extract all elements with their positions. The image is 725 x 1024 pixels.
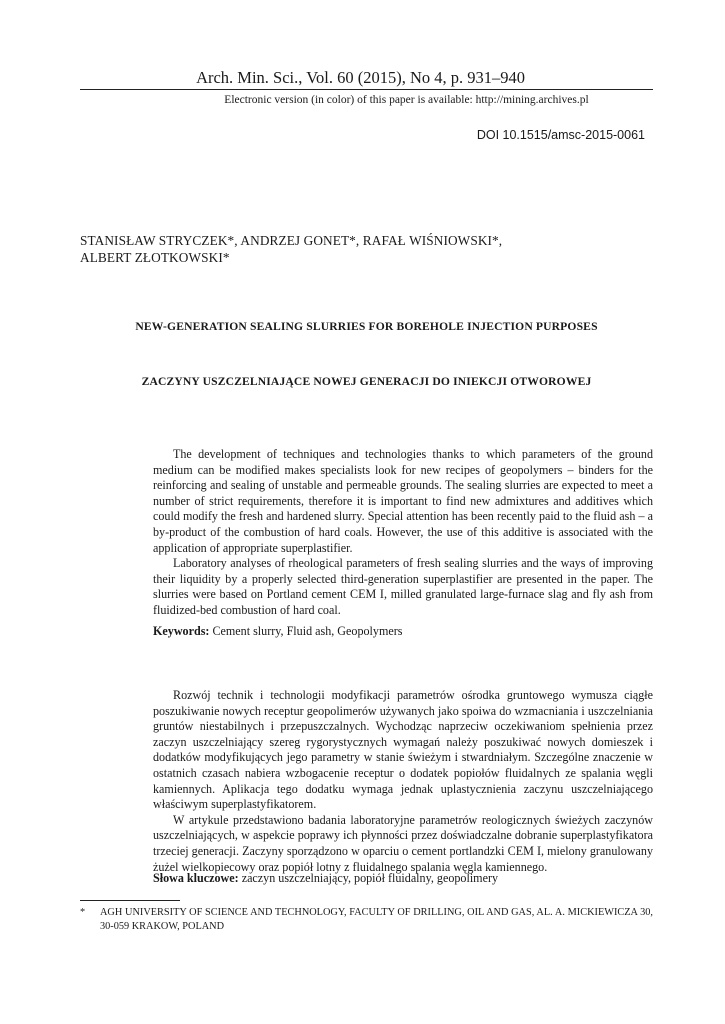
author-list	[80, 232, 653, 266]
abstract-english-paragraph-1: The development of techniques and technologies thanks to which parameters of the ground medium can be modified makes specialists look for new recipes of geopolymers – binders for the reinforcing and sealing of unstable and permeable grounds. The sealing slurries are expected to meet a number of strict requirements, therefore it is important to find new admixtures and additives which could modify the fresh and hardened slurry. Special attention has been recently paid to the fluid ash – a by-product of the combustion of hard coals. However, the use of this additive is associated with the application of appropriate superplastifier.	[153, 447, 653, 555]
author-line-1: STANISŁAW STRYCZEK*, ANDRZEJ GONET*, RAFAŁ WIŚNIOWSKI*,	[80, 233, 503, 248]
keywords-english	[153, 624, 653, 639]
abstract-polish-paragraph-1: Rozwój technik i technologii modyfikacji parametrów ośrodka gruntowego wymusza ciągłe poszukiwanie nowych receptur geopolimerów używanych jako spoiwa do wzmacniania i uszczelniania gruntów niestabilnych i przepuszczalnych. Wychodząc naprzeciw oczekiwaniom spełnienia przez zaczyn uszczelniający szereg rygorystycznych wymagań należy poszukiwać nowych domieszek i dodatków modyfikujących jego parametry w stanie świeżym i stwardniałym. Szczególne znaczenie w ostatnich czasach nabiera wzbogacenie receptur o dodatek popiołów fluidalnych ze spalania węgli kamiennych. Aplikacja tego dodatku wymaga jednak uplastycznienia zaczynu uszczelniającego właściwym superplastyfikatorem.	[153, 688, 653, 812]
abstract-english-paragraph-2: Laboratory analyses of rheological parameters of fresh sealing slurries and the ways of improving their liquidity by a properly selected third-generation superplastifier are presented in the paper. The slurries were based on Portland cement CEM I, milled granulated large-furnace slag and fly ash from fluidized-bed combustion of hard coal.	[153, 556, 653, 617]
author-line-2: ALBERT ZŁOTKOWSKI*	[80, 250, 230, 265]
paper-title-english: NEW-GENERATION SEALING SLURRIES FOR BOREHOLE INJECTION PURPOSES	[135, 320, 598, 333]
paper-title-polish: ZACZYNY USZCZELNIAJĄCE NOWEJ GENERACJI DO INIEKCJI OTWOROWEJ	[141, 375, 592, 388]
footnote-text: AGH UNIVERSITY OF SCIENCE AND TECHNOLOGY, FACULTY OF DRILLING, OIL AND GAS, AL. A. MICKIEWICZA 30, 30-059 KRAKOW, POLAND	[100, 907, 653, 932]
journal-citation: Arch. Min. Sci., Vol. 60 (2015), No 4, p. 931–940	[196, 68, 525, 87]
affiliation-footnote	[80, 906, 653, 934]
header-rule	[80, 89, 653, 90]
keywords-polish-label: Słowa kluczowe:	[153, 871, 239, 885]
footnote-rule	[80, 900, 180, 901]
keywords-english-value: Cement slurry, Fluid ash, Geopolymers	[209, 624, 403, 638]
footnote-mark: *	[80, 907, 86, 918]
electronic-version-note: Electronic version (in color) of this paper is available: http://mining.archives.pl	[224, 94, 589, 106]
abstract-english	[153, 447, 653, 619]
keywords-polish-value: zaczyn uszczelniający, popiół fluidalny, geopolimery	[238, 871, 499, 885]
keywords-polish	[153, 871, 653, 886]
abstract-polish-paragraph-2: W artykule przedstawiono badania laboratoryjne parametrów reologicznych świeżych zaczynów uszczelniających, w aspekcie poprawy ich płynności przez doświadczalne dobranie superplastyfikatora trzeciej generacji. Zaczyny sporządzono w oparciu o cement portlandzki CEM I, mielony granulowany żużel wielkopiecowy oraz popiół lotny z fluidalnego spalania węgla kamiennego.	[153, 812, 653, 874]
doi: DOI 10.1515/amsc-2015-0061	[476, 128, 645, 142]
keywords-english-label: Keywords:	[153, 624, 210, 638]
abstract-polish	[153, 688, 653, 875]
